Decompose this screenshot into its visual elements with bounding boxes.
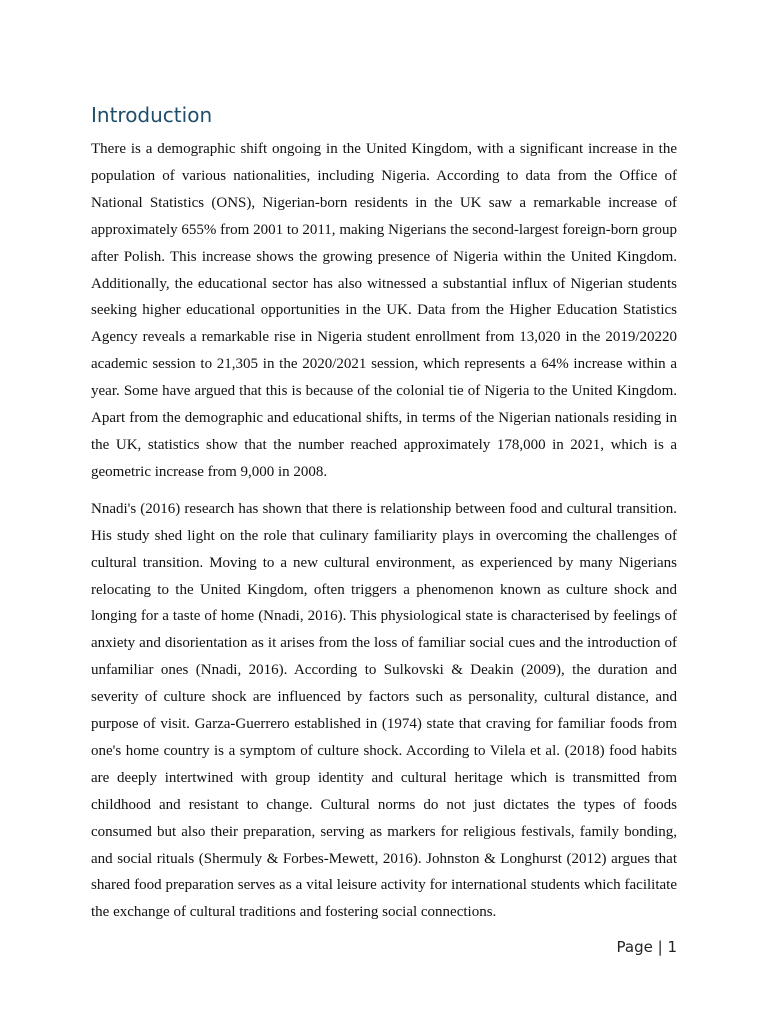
section-heading: Introduction — [91, 103, 213, 127]
body-paragraph-2: Nnadi's (2016) research has shown that there is relationship between food and cultural transition. His study shed light on the role that culinary familiarity plays in overcoming the challenges of cultural transition. Moving to a new cultural environment, as experienced by many Nigerians relocating to the United Kingdom, often triggers a phenomenon known as culture shock and longing for a taste of home (Nnadi, 2016). This physiological state is characterised by feelings of anxiety and disorientation as it arises from the loss of familiar social cues and the introduction of unfamiliar ones (Nnadi, 2016). According to Sulkovski & Deakin (2009), the duration and severity of culture shock are influenced by factors such as personality, cultural distance, and purpose of visit. Garza-Guerrero established in (1974) state that craving for familiar foods from one's home country is a symptom of culture shock. According to Vilela et al. (2018) food habits are deeply intertwined with group identity and cultural heritage which is transmitted from childhood and resistant to change. Cultural norms do not just dictates the types of foods consumed but also their preparation, serving as markers for religious festivals, family bonding, and social rituals (Shermuly & Forbes-Mewett, 2016). Johnston & Longhurst (2012) argues that shared food preparation serves as a vital leisure activity for international students which facilitate the exchange of cultural traditions and fostering social connections. — [91, 500, 677, 921]
page-content — [91, 100, 677, 936]
page-number-footer: Page | 1 — [616, 938, 677, 956]
body-paragraph-1: There is a demographic shift ongoing in the United Kingdom, with a significant increase in the population of various nationalities, including Nigeria. According to data from the Office of National Statistics (ONS), Nigerian-born residents in the UK saw a remarkable increase of approximately 655% from 2001 to 2011, making Nigerians the second-largest foreign-born group after Polish. This increase shows the growing presence of Nigeria within the United Kingdom. Additionally, the educational sector has also witnessed a substantial influx of Nigerian students seeking higher educational opportunities in the UK. Data from the Higher Education Statistics Agency reveals a remarkable rise in Nigeria student enrollment from 13,020 in the 2019/20220 academic session to 21,305 in the 2020/2021 session, which represents a 64% increase within a year. Some have argued that this is because of the colonial tie of Nigeria to the United Kingdom. Apart from the demographic and educational shifts, in terms of the Nigerian nationals residing in the UK, statistics show that the number reached approximately 178,000 in 2021, which is a geometric increase from 9,000 in 2008. — [91, 141, 677, 480]
